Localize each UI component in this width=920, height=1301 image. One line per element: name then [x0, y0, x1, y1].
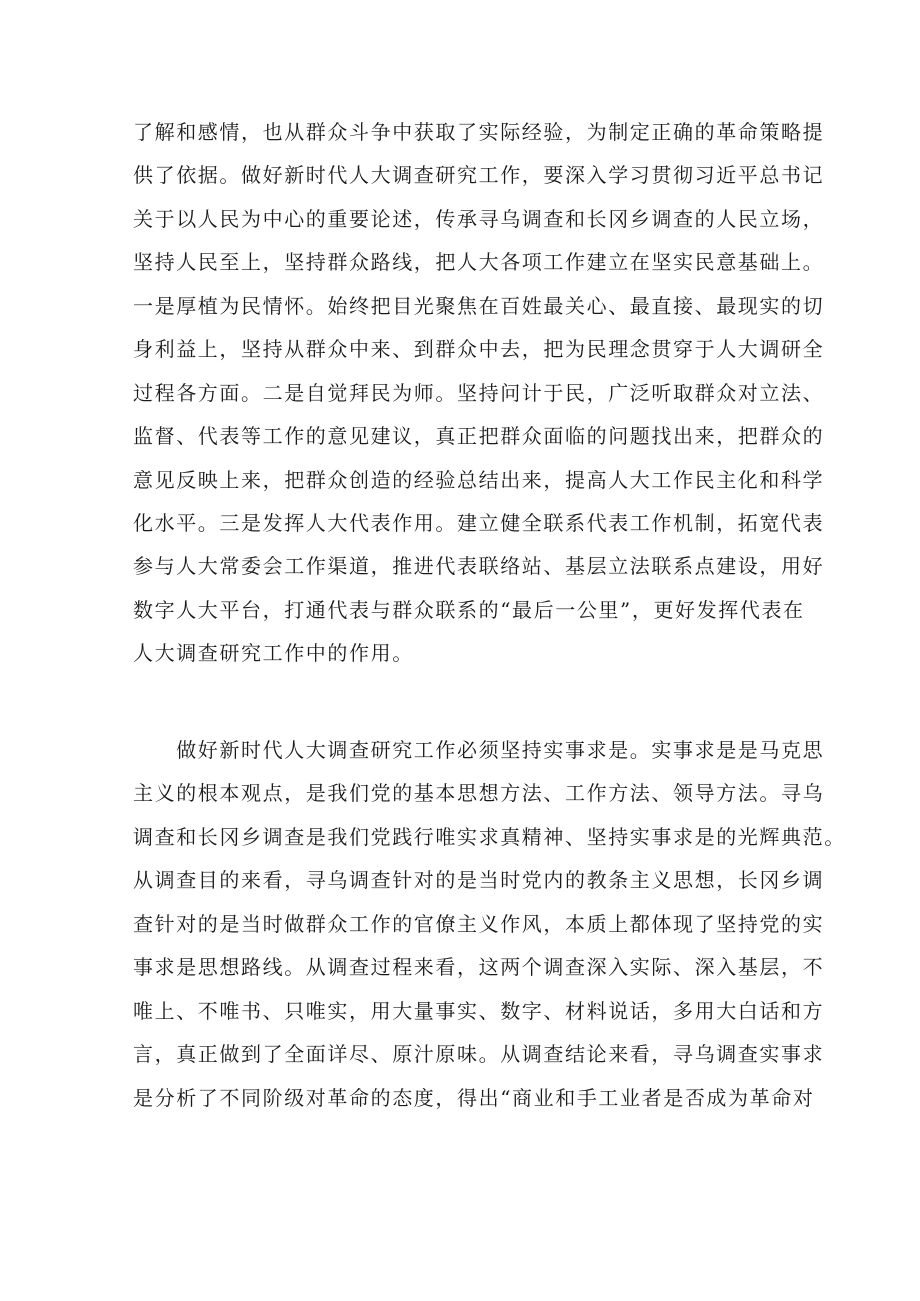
text-line: 调查和长冈乡调查是我们党践行唯实求真精神、坚持实事求是的光辉典范。	[133, 824, 846, 849]
text-line: 身利益上，坚持从群众中来、到群众中去，把为民理念贯穿于人大调研全	[133, 337, 825, 362]
text-line: 唯上、不唯书、只唯实，用大量事实、数字、材料说话，多用大白话和方	[133, 998, 825, 1023]
text-line: 参与人大常委会工作渠道，推进代表联络站、基层立法联系点建设，用好	[133, 554, 825, 579]
text-line: 查针对的是当时做群众工作的官僚主义作风，本质上都体现了坚持党的实	[133, 911, 825, 936]
text-line: 事求是思想路线。从调查过程来看，这两个调查深入实际、深入基层，不	[133, 955, 825, 980]
text-line: 一是厚植为民情怀。始终把目光聚焦在百姓最关心、最直接、最现实的切	[133, 293, 825, 318]
text-line: 意见反映上来，把群众创造的经验总结出来，提高人大工作民主化和科学	[133, 467, 825, 492]
text-line: 人大调查研究工作中的作用。	[133, 641, 414, 666]
paragraph-2	[133, 729, 846, 1120]
text-line: 是分析了不同阶级对革命的态度，得出“商业和手工业者是否成为革命对	[133, 1085, 815, 1110]
text-line: 了解和感情，也从群众斗争中获取了实际经验，为制定正确的革命策略提	[133, 120, 825, 144]
text-line: 供了依据。做好新时代人大调查研究工作，要深入学习贯彻习近平总书记	[133, 163, 825, 188]
text-line: 关于以人民为中心的重要论述，传承寻乌调查和长冈乡调查的人民立场，	[133, 206, 825, 231]
text-line: 主义的根本观点，是我们党的基本思想方法、工作方法、领导方法。寻乌	[133, 781, 825, 806]
text-line: 坚持人民至上，坚持群众路线，把人大各项工作建立在坚实民意基础上。	[133, 250, 825, 275]
paragraph-1	[133, 111, 825, 676]
text-line: 过程各方面。二是自觉拜民为师。坚持问计于民，广泛听取群众对立法、	[133, 380, 825, 405]
text-line: 化水平。三是发挥人大代表作用。建立健全联系代表工作机制，拓宽代表	[133, 510, 825, 535]
text-line: 言，真正做到了全面详尽、原汁原味。从调查结论来看，寻乌调查实事求	[133, 1042, 825, 1067]
text-line: 数字人大平台，打通代表与群众联系的“最后一公里”，更好发挥代表在	[133, 597, 805, 622]
text-line: 监督、代表等工作的意见建议，真正把群众面临的问题找出来，把群众的	[133, 424, 825, 449]
text-line: 从调查目的来看，寻乌调查针对的是当时党内的教条主义思想，长冈乡调	[133, 868, 825, 893]
text-line: 做好新时代人大调查研究工作必须坚持实事求是。实事求是是马克思	[133, 738, 825, 762]
